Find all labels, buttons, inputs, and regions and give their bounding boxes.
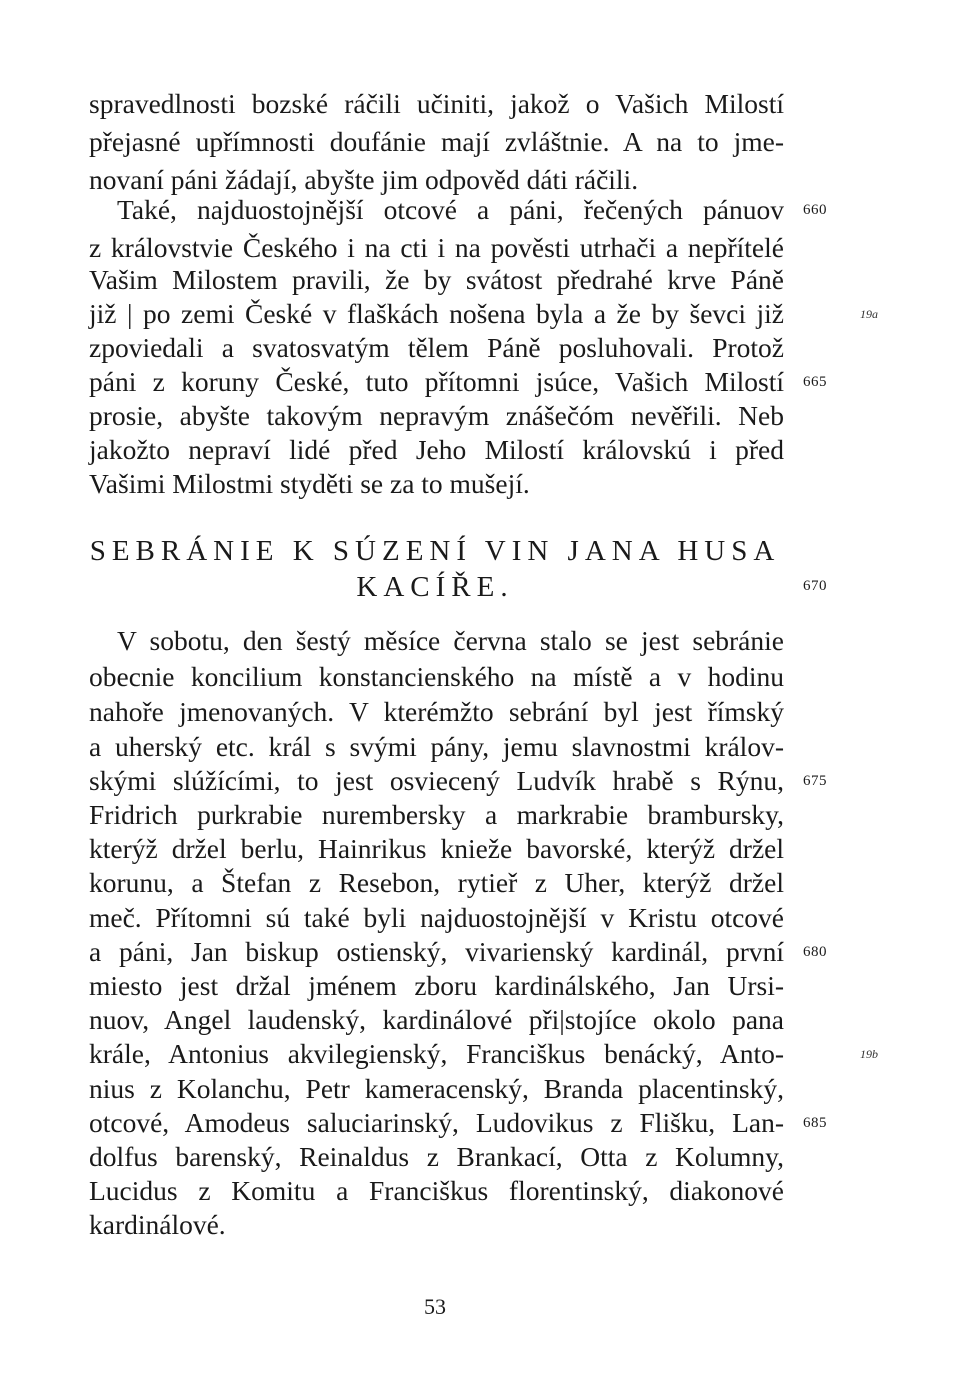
text-line: meč. Přítomni sú také byli najduostojnější v Kristu otcové bbox=[89, 902, 784, 933]
text-line: prosie, abyšte takovým nepravým znášečóm nevěřili. Neb bbox=[89, 400, 784, 431]
text-line: dolfus barenský, Reinaldus z Brankací, Otta z Kolumny, bbox=[89, 1141, 784, 1172]
text-line: spravedlnosti bozské ráčili učiniti, jakož o Vašich Milostí bbox=[89, 88, 784, 119]
text-line: skými slúžícími, to jest osviecený Ludvík hrabě s Rýnu, bbox=[89, 765, 784, 796]
text-line: a uherský etc. král s svými pány, jemu slavnostmi králov- bbox=[89, 731, 784, 762]
text-line: nahoře jmenovaných. V kterémžto sebrání byl jest římský bbox=[89, 696, 784, 727]
text-line: a páni, Jan biskup ostienský, vivarienský kardinál, první bbox=[89, 936, 784, 967]
text-line: novaní páni žádají, abyšte jim odpověd dáti ráčili. bbox=[89, 164, 639, 195]
text-line: Vašimi Milostmi styděti se za to mušejí. bbox=[89, 468, 530, 499]
text-line: přejasné upřímnosti doufánie mají zvláštnie. A na to jme- bbox=[89, 126, 784, 157]
text-line: otcové, Amodeus saluciarinský, Ludovikus z Flišku, Lan- bbox=[89, 1107, 784, 1138]
text-line: Fridrich purkrabie nurembersky a markrabie brambursky, bbox=[89, 799, 784, 830]
text-line: obecnie koncilium konstancienského na místě a v hodinu bbox=[89, 661, 784, 692]
section-heading: KACÍŘE. bbox=[356, 571, 514, 603]
line-number: 660 bbox=[803, 202, 827, 218]
text-line: nuov, Angel laudenský, kardinálové při|stojíce okolo pana bbox=[89, 1004, 784, 1035]
text-line: Také, najduostojnější otcové a páni, řečených pánuov bbox=[117, 194, 784, 225]
text-line: z královstvie Českého i na cti i na pověsti utrhači a nepřítelé bbox=[89, 232, 784, 263]
page-number: 53 bbox=[424, 1294, 446, 1319]
text-line: již | po zemi České v flaškách nošena byla a že by ševci již bbox=[89, 298, 784, 329]
line-number: 665 bbox=[803, 374, 827, 390]
line-number: 675 bbox=[803, 773, 827, 789]
text-line: krále, Antonius akvilegienský, Franciškus benácký, Anto- bbox=[89, 1038, 784, 1069]
folio-mark: 19b bbox=[860, 1047, 878, 1061]
line-number: 670 bbox=[803, 578, 827, 594]
section-heading: SEBRÁNIE K SÚZENÍ VIN JANA HUSA bbox=[89, 535, 781, 567]
text-line: páni z koruny České, tuto přítomni jsúce, Vašich Milostí bbox=[89, 366, 784, 397]
text-line: Vašim Milostem pravili, že by svátost předrahé krve Páně bbox=[89, 264, 784, 295]
text-line: korunu, a Štefan z Resebon, rytieř z Uher, kterýž držel bbox=[89, 867, 784, 898]
text-line: Lucidus z Komitu a Franciškus florentinský, diakonové bbox=[89, 1175, 784, 1206]
folio-mark: 19a bbox=[860, 307, 878, 321]
text-line: miesto jest držal jménem zboru kardinálského, Jan Ursi- bbox=[89, 970, 784, 1001]
text-line: nius z Kolanchu, Petr kameracenský, Branda placentinský, bbox=[89, 1073, 784, 1104]
text-line: kardinálové. bbox=[89, 1209, 226, 1240]
text-line: jakožto nepraví lidé před Jeho Milostí královskú i před bbox=[89, 434, 784, 465]
text-line: zpoviedali a svatosvatým tělem Páně posluhovali. Protož bbox=[89, 332, 784, 363]
line-number: 685 bbox=[803, 1115, 827, 1131]
text-line: kterýž držel berlu, Hainrikus knieže bavorské, kterýž držel bbox=[89, 833, 784, 864]
line-number: 680 bbox=[803, 944, 827, 960]
text-line: V sobotu, den šestý měsíce června stalo se jest sebránie bbox=[117, 625, 784, 656]
